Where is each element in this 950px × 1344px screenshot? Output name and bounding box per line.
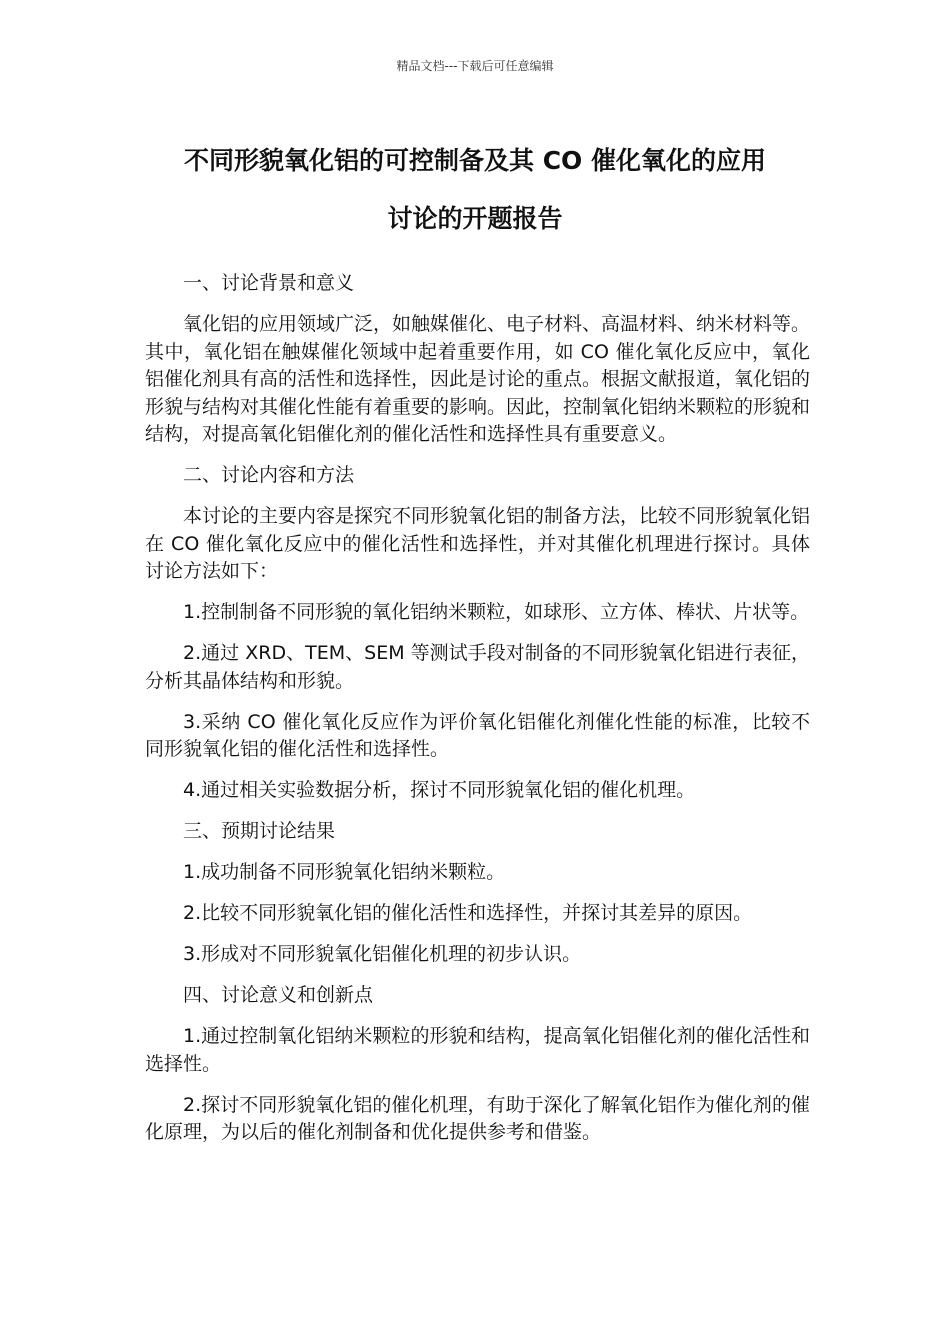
section-heading-content-methods: 二、讨论内容和方法 [183,464,355,486]
section-heading-significance: 四、讨论意义和创新点 [183,984,374,1006]
title-line-1: 不同形貌氧化铝的可控制备及其 CO 催化氧化的应用 [183,146,766,175]
significance-item-1: 1.通过控制氧化铝纳米颗粒的形貌和结构，提高氧化铝催化剂的催化活性和选择性。 [145,1025,810,1075]
result-item-2: 2.比较不同形貌氧化铝的催化活性和选择性，并探讨其差异的原因。 [183,902,753,924]
significance-item-2: 2.探讨不同形貌氧化铝的催化机理，有助于深化了解氧化铝作为催化剂的催化原理，为以后的催化剂制备和优化提供参考和借鉴。 [145,1093,810,1143]
title-line-2: 讨论的开题报告 [387,204,563,233]
method-item-2: 2.通过 XRD、TEM、SEM 等测试手段对制备的不同形貌氧化铝进行表征，分析其晶体结构和形貌。 [145,642,810,692]
method-item-1: 1.控制制备不同形貌的氧化铝纳米颗粒，如球形、立方体、棒状、片状等。 [183,601,810,623]
paragraph-background: 氧化铝的应用领域广泛，如触媒催化、电子材料、高温材料、纳米材料等。其中，氧化铝在触媒催化领域中起着重要作用，如 CO 催化氧化反应中，氧化铝催化剂具有高的活性和选择性，因此是讨论的重点。根据文献报道，氧化铝的形貌与结构对其催化性能有着重要的影响。因此，控制氧化铝纳米颗粒的形貌和结构，对提高氧化铝催化剂的催化活性和选择性具有重要意义。 [145,313,811,445]
method-item-3: 3.采纳 CO 催化氧化反应作为评价氧化铝催化剂催化性能的标准，比较不同形貌氧化铝的催化活性和选择性。 [145,710,810,760]
section-heading-expected-results: 三、预期讨论结果 [183,820,336,842]
paragraph-content-methods: 本讨论的主要内容是探究不同形貌氧化铝的制备方法，比较不同形貌氧化铝在 CO 催化氧化反应中的催化活性和选择性，并对其催化机理进行探讨。具体讨论方法如下： [145,505,811,582]
result-item-1: 1.成功制备不同形貌氧化铝纳米颗粒。 [183,861,506,883]
document-title [120,132,830,248]
method-item-4: 4.通过相关实验数据分析，探讨不同形貌氧化铝的催化机理。 [183,779,696,801]
section-heading-background: 一、讨论背景和意义 [183,272,355,294]
result-item-3: 3.形成对不同形貌氧化铝催化机理的初步认识。 [183,943,582,965]
document-body [145,270,810,1160]
header-note: 精品文档---下载后可任意编辑 [396,59,554,73]
